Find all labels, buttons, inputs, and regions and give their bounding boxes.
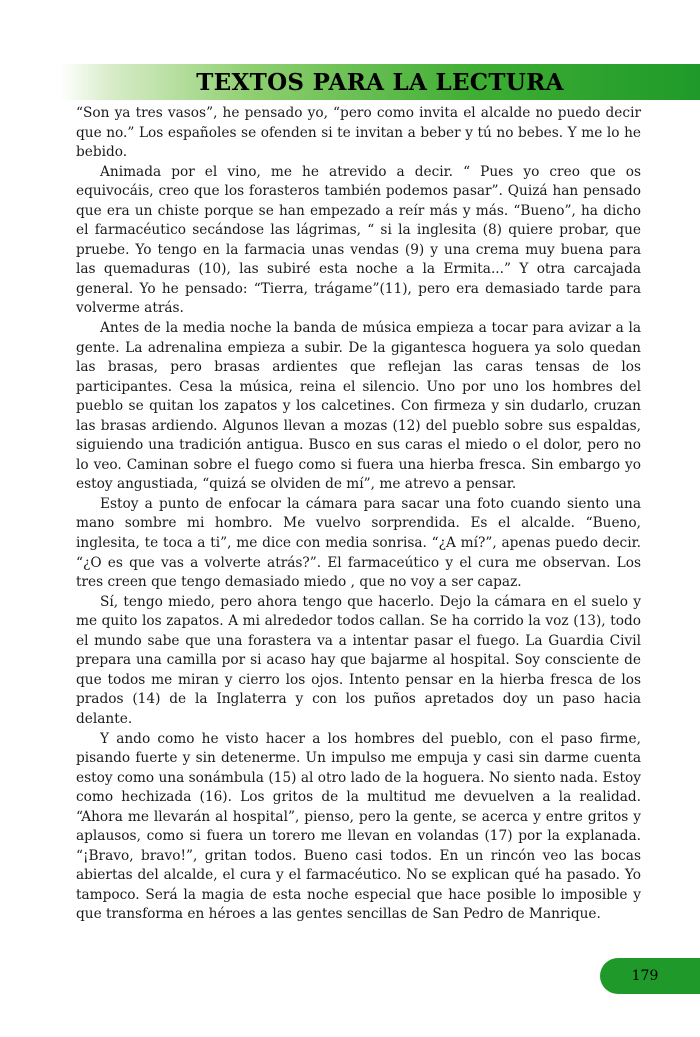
paragraph-1: “Son ya tres vasos”, he pensado yo, “pero como invita el alcalde no puedo decir que no.” Los españoles se ofenden si te invitan a beber y tú no bebes. Y me lo he bebido. (76, 105, 641, 161)
paragraph-3: Antes de la media noche la banda de música empieza a tocar para avizar a la gente. La adrenalina empieza a subir. De la gigantesca hoguera ya solo quedan las brasas, pero brasas ardientes que reflejan las caras tensas de los participantes. Cesa la música, reina el silencio. Uno por uno los hombres del pueblo se quitan los zapatos y los calcetines. Con firmeza y sin dudarlo, cruzan las brasas ardiendo. Algunos llevan a mozas (12) del pueblo sobre sus espaldas, siguiendo una tradición antigua. Busco en sus caras el miedo o el dolor, pero no lo veo. Caminan sobre el fuego como si fuera una hierba fresca. Sin embargo yo estoy angustiada, “quizá se olviden de mí”, me atrevo a pensar. (76, 320, 641, 493)
reading-text (76, 104, 641, 925)
page-number: 179 (631, 968, 659, 984)
paragraph-6: Y ando como he visto hacer a los hombres del pueblo, con el paso firme, pisando fuerte y sin detenerme. Un impulso me empuja y casi sin darme cuenta estoy como una sonámbula (15) al otro lado de la hoguera. No siento nada. Estoy como hechizada (16). Los gritos de la multitud me devuelven a la realidad. “Ahora me llevarán al hospital”, pienso, pero la gente, se acerca y entre gritos y aplausos, como si fuera un torero me llevan en volandas (17) por la explanada. “¡Bravo, bravo!”, gritan todos. Bueno casi todos. En un rincón veo las bocas abiertas del alcalde, el cura y el farmacéutico. No se explican qué ha pasado. Yo tampoco. Será la magia de esta noche especial que hace posible lo imposible y que transforma en héroes a las gentes sencillas de San Pedro de Manrique. (76, 730, 641, 923)
paragraph-4: Estoy a punto de enfocar la cámara para sacar una foto cuando siento una mano sombre mi hombro. Me vuelvo sorprendida. Es el alcalde. “Bueno, inglesita, te toca a ti”, me dice con media sonrisa. “¿A mí?”, apenas puedo decir. “¿O es que vas a volverte atrás?”. El farmaceútico y el cura me observan. Los tres creen que tengo demasiado miedo , que no voy a ser capaz. (76, 495, 641, 591)
section-title: TEXTOS PARA LA LECTURA (196, 69, 564, 96)
paragraph-2: Animada por el vino, me he atrevido a decir. “ Pues yo creo que os equivocáis, creo que los forasteros también podemos pasar”. Quizá han pensado que era un chiste porque se han empezado a reír más y más. “Bueno”, ha dicho el farmacéutico secándose las lágrimas, “ si la inglesita (8) quiere probar, que pruebe. Yo tengo en la farmacia unas vendas (9) y una crema muy buena para las quemaduras (10), las subiré esta noche a la Ermita...” Y otra carcajada general. Yo he pensado: “Tierra, trágame”(11), pero era demasiado tarde para volverme atrás. (76, 163, 641, 317)
paragraph-5: Sí, tengo miedo, pero ahora tengo que hacerlo. Dejo la cámara en el suelo y me quito los zapatos. A mi alrededor todos callan. Se ha corrido la voz (13), todo el mundo sabe que una forastera va a intentar pasar el fuego. La Guardia Civil prepara una camilla por si acaso hay que bajarme al hospital. Soy consciente de que todos me miran y cierro los ojos. Intento pensar en la hierba fresca de los prados (14) de la Inglaterra y con los puños apretados doy un paso hacia delante. (76, 593, 641, 727)
